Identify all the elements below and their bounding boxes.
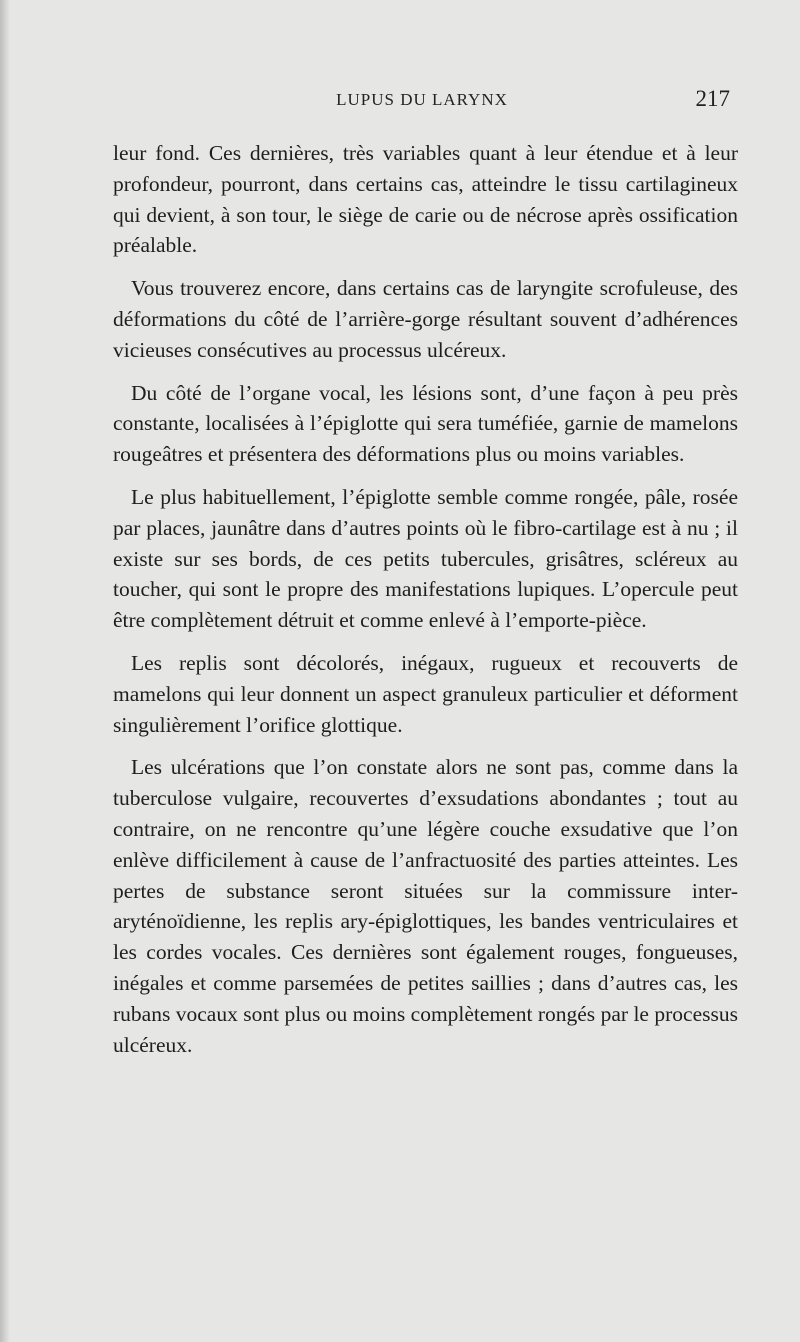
paragraph: Vous trouverez encore, dans certains cas de laryngite scrofuleuse, des déformations du côté de l’arrière-gorge résultant souvent d’adhérences vicieuses consécutives au processus ulcéreux.: [113, 276, 738, 362]
page-number: 217: [695, 86, 730, 111]
paragraph: Du côté de l’organe vocal, les lésions sont, d’une façon à peu près constante, localisées à l’épiglotte qui sera tuméfiée, garnie de mamelons rougeâtres et présentera des déformations plus ou moins variables.: [113, 380, 738, 467]
paragraph: Les replis sont décolorés, inégaux, rugueux et recouverts de mamelons qui leur donnent un aspect granuleux particulier et déforment singulièrement l’orifice glottique.: [113, 650, 738, 737]
page-header: [108, 86, 736, 116]
paragraph: leur fond. Ces dernières, très variables quant à leur étendue et à leur profondeur, pourront, dans certains cas, atteindre le tissu cartilagineux qui devient, à son tour, le siège de carie ou de nécrose après ossification préalable.: [113, 141, 738, 258]
body-text: [113, 138, 738, 1072]
running-title: LUPUS DU LARYNX: [336, 90, 508, 109]
paragraph: Le plus habituellement, l’épiglotte semble comme rongée, pâle, rosée par places, jaunâtre dans d’autres points où le fibro-cartilage est à nu ; il existe sur ses bords, de ces petits tubercules, grisâtres, scléreux au toucher, qui sont le propre des manifestations lupiques. L’opercule peut être complètement détruit et comme enlevé à l’emporte-pièce.: [113, 484, 738, 633]
paragraph: Les ulcérations que l’on constate alors ne sont pas, comme dans la tuberculose vulgaire, recouvertes d’exsudations abondantes ; tout au contraire, on ne rencontre qu’une légère couche exsudative que l’on enlève difficilement à cause de l’anfractuosité des parties atteintes. Les pertes de substance seront situées sur la commissure inter-aryténoïdienne, les replis ary-épiglottiques, les bandes ventriculaires et les cordes vocales. Ces dernières sont également rouges, fongueuses, inégales et comme parsemées de petites saillies ; dans d’autres cas, les rubans vocaux sont plus ou moins complètement rongés par le processus ulcéreux.: [113, 755, 738, 1057]
